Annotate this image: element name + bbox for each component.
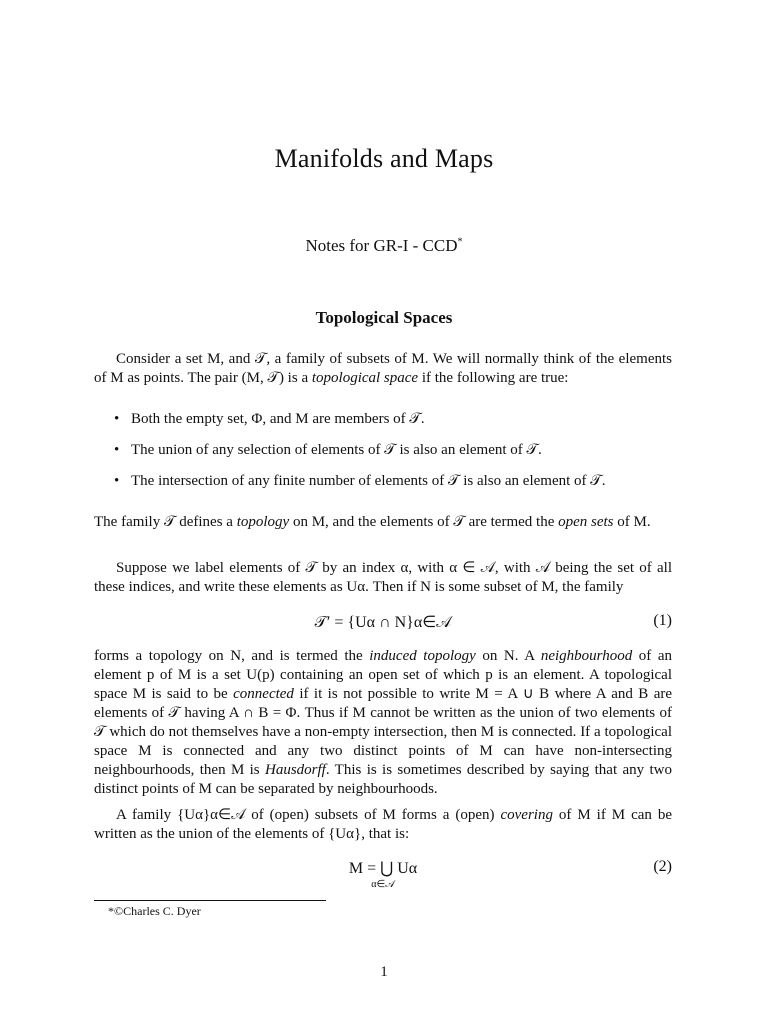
list-item: • Both the empty set, Φ, and M are members of 𝒯. (114, 410, 672, 429)
paragraph-neighbourhood (94, 647, 672, 799)
emphasis-open-sets: open sets (558, 514, 614, 530)
paragraph-text: of M. (613, 514, 651, 530)
equation-body: 𝒯′ = {Uα ∩ N}α∈𝒜 (314, 614, 452, 631)
footnote-rule (94, 900, 326, 901)
paragraph-covering (94, 806, 672, 844)
equation-body (94, 858, 672, 890)
paragraph-text: if it is not possible to write M = A ∪ B where A and B are elements of 𝒯 having A ∩ B = Φ. Thus if M cannot be written as the union of two elements of 𝒯 which do not themselves have a non-empty intersection, then M is connected. If a topological space M is connected and any two distinct points of M can have non-intersecting neighbourhoods, then M is (94, 686, 673, 778)
paragraph-text: of an element p of M is a set U(p) containing an open set of which p is an element. A topological space M is said to be (94, 648, 672, 702)
paragraph-text: The family 𝒯 defines a (94, 514, 237, 530)
emphasis-hausdorff: Hausdorff (265, 762, 326, 778)
paragraph-text: on N. A (475, 648, 541, 664)
emphasis-induced-topology: induced topology (369, 648, 476, 664)
document-title: Manifolds and Maps (274, 144, 494, 173)
equation-1 (94, 612, 672, 634)
list-item: • The intersection of any finite number of elements of 𝒯 is also an element of 𝒯. (114, 472, 672, 491)
equation-main: M = ⋃ Uα (348, 860, 418, 877)
equation-subscript: α∈𝒜 (371, 879, 395, 890)
footnote-marker: * (457, 236, 463, 248)
emphasis-covering: covering (500, 807, 553, 823)
paragraph-text: A family {Uα}α∈𝒜 of (open) subsets of M forms a (open) (116, 807, 501, 823)
paragraph-text: on M, and the elements of 𝒯 are termed the (289, 514, 559, 530)
emphasis-topological-space: topological space (311, 370, 419, 386)
emphasis-connected: connected (233, 686, 294, 702)
paragraph-text: if the following are true: (418, 370, 569, 386)
paragraph-text: Consider a set M, and 𝒯, a family of subsets of M. We will normally think of the elements of M as points. The pair (M, 𝒯) is a (94, 351, 672, 386)
equation-2 (94, 858, 672, 890)
paragraph-text: . This is is sometimes described by saying that any two distinct points of M can be separated by neighbourhoods. (94, 762, 672, 797)
page-number: 1 (380, 964, 388, 980)
emphasis-neighbourhood: neighbourhood (540, 648, 633, 664)
paragraph-topology (94, 513, 672, 532)
equation-number: (1) (653, 612, 672, 629)
list-item: • The union of any selection of elements of 𝒯 is also an element of 𝒯. (114, 441, 672, 460)
paragraph-index: Suppose we label elements of 𝒯 by an index α, with α ∈ 𝒜, with 𝒜 being the set of all these indices, and write these elements as Uα. Then if N is some subset of M, the family (94, 560, 672, 595)
document-subtitle (0, 236, 768, 256)
paragraph-text: of M if M can be written as the union of the elements of {Uα}, that is: (94, 807, 672, 842)
paragraph-text: forms a topology on N, and is termed the (94, 648, 370, 664)
footnote-copyright: *©Charles C. Dyer (108, 904, 201, 918)
subtitle-text: Notes for GR-I - CCD (305, 236, 458, 255)
section-heading: Topological Spaces (315, 308, 453, 327)
paragraph-definition (94, 350, 672, 388)
axiom-list (114, 410, 672, 503)
equation-number: (2) (653, 858, 672, 875)
emphasis-topology: topology (236, 514, 290, 530)
